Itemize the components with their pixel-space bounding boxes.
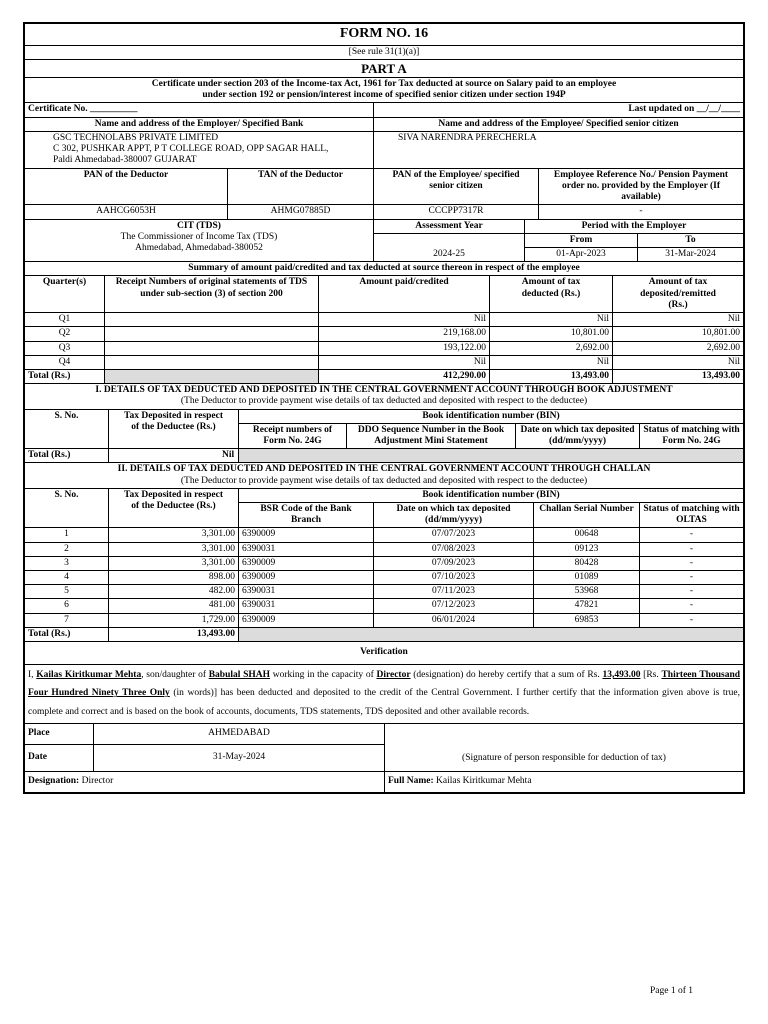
- challan-serial: 80428: [534, 556, 640, 570]
- amount-paid: Nil: [319, 313, 490, 327]
- challan-bsr: 6390009: [239, 556, 374, 570]
- tax-deposited-header: Tax Deposited in respect of the Deductee (Rs.): [109, 488, 239, 528]
- table-row: [25, 570, 744, 584]
- verification-fragment: (designation) do hereby certify that a sum of Rs.: [410, 669, 603, 680]
- table-row: [25, 585, 744, 599]
- tax-deposited: Nil: [613, 313, 744, 327]
- bin-subheader: Date on which tax deposited (dd/mm/yyyy): [374, 502, 534, 527]
- cit-block: [24, 219, 744, 263]
- form-16: [23, 22, 745, 794]
- period-from: 01-Apr-2023: [525, 248, 638, 262]
- challan-serial: 69853: [534, 613, 640, 627]
- challan-sno: 2: [25, 542, 109, 556]
- challan-date: 07/12/2023: [374, 599, 534, 613]
- cit-details: [25, 219, 374, 262]
- signature-area: [385, 723, 744, 771]
- amount-paid: 193,122.00: [319, 341, 490, 355]
- table-row: [25, 355, 744, 369]
- quarter: Q1: [25, 313, 105, 327]
- challan-date: 07/09/2023: [374, 556, 534, 570]
- verification-block: [24, 641, 744, 793]
- verification-fragment: (in words)] has been deducted and deposited to the credit of the Central Government. I further certify that the information given above is true, complete and correct and is based on the book of accounts, documents, TDS statements, TDS deposited and other available records.: [28, 688, 740, 717]
- quarter: Q4: [25, 355, 105, 369]
- verification-fragment: working in the capacity of: [270, 669, 377, 680]
- employee-ref: -: [539, 205, 744, 219]
- summary-header: Quarter(s): [25, 276, 105, 313]
- table-row: [25, 556, 744, 570]
- summary-header: Receipt Numbers of original statements of TDS under sub-section (3) of section 200: [105, 276, 319, 313]
- challan-sno: 7: [25, 613, 109, 627]
- challan-sno: 6: [25, 599, 109, 613]
- bin-subheader: Status of matching with Form No. 24G: [640, 423, 744, 448]
- full-name-value: Kailas Kiritkumar Mehta: [433, 775, 532, 786]
- challan-serial: 09123: [534, 542, 640, 556]
- receipt-number: [105, 313, 319, 327]
- summary-header: Amount of tax deducted (Rs.): [490, 276, 613, 313]
- bin-subheader: Receipt numbers of Form No. 24G: [239, 423, 347, 448]
- challan-bsr: 6390031: [239, 542, 374, 556]
- form-title: FORM NO. 16: [25, 24, 744, 46]
- pan-employee-label: PAN of the Employee/ specified senior citizen: [374, 168, 539, 205]
- verification-fragment: , son/daughter of: [141, 669, 209, 680]
- tax-deposited: Nil: [613, 355, 744, 369]
- place-value: AHMEDABAD: [94, 723, 385, 744]
- challan-bsr: 6390031: [239, 585, 374, 599]
- tan-deductor: AHMG07885D: [228, 205, 374, 219]
- table-row: [25, 599, 744, 613]
- challan-sno: 3: [25, 556, 109, 570]
- pan-deductor-label: PAN of the Deductor: [25, 168, 228, 205]
- challan-date: 06/01/2024: [374, 613, 534, 627]
- pan-employee: CCCPP7317R: [374, 205, 539, 219]
- verified-amount: 13,493.00: [602, 669, 641, 680]
- sno-header: S. No.: [25, 409, 109, 449]
- total-blank: [239, 627, 744, 641]
- quarter: Q2: [25, 327, 105, 341]
- book-subtitle: (The Deductor to provide payment wise details of tax deducted and deposited with respect to the deductee): [180, 396, 588, 407]
- challan-tax: 898.00: [109, 570, 239, 584]
- last-updated: Last updated on __/__/____: [374, 103, 744, 117]
- employer-header: Name and address of the Employer/ Specified Bank: [25, 117, 374, 131]
- designation-value: Director: [79, 775, 114, 786]
- total-label: Total (Rs.): [25, 627, 109, 641]
- summary-title: Summary of amount paid/credited and tax deducted at source thereon in respect of the employee: [25, 262, 744, 276]
- challan-table: [24, 462, 744, 642]
- part-title: PART A: [25, 59, 744, 77]
- bin-subheader: Date on which tax deposited (dd/mm/yyyy): [516, 423, 640, 448]
- total-paid: 412,290.00: [319, 369, 490, 383]
- challan-status: -: [640, 613, 744, 627]
- challan-status: -: [640, 585, 744, 599]
- total-row: [25, 369, 744, 383]
- challan-status: -: [640, 599, 744, 613]
- table-row: [25, 528, 744, 542]
- tax-deposited-header: Tax Deposited in respect of the Deductee (Rs.): [109, 409, 239, 449]
- employer-line: GSC TECHNOLABS PRIVATE LIMITED: [53, 132, 219, 143]
- assessment-year: 2024-25: [374, 233, 525, 261]
- challan-total: 13,493.00: [109, 627, 239, 641]
- cit-line: Ahmedabad, Ahmedabad-380052: [135, 243, 263, 254]
- tan-deductor-label: TAN of the Deductor: [228, 168, 374, 205]
- book-title: I. DETAILS OF TAX DEDUCTED AND DEPOSITED IN THE CENTRAL GOVERNMENT ACCOUNT THROUGH BOOK ADJUSTMENT: [95, 385, 673, 396]
- date-value: 31-May-2024: [94, 744, 385, 771]
- challan-sno: 1: [25, 528, 109, 542]
- page-number: Page 1 of 1: [650, 986, 694, 996]
- amount-paid: Nil: [319, 355, 490, 369]
- book-section-title: [25, 384, 744, 409]
- table-row: [25, 542, 744, 556]
- challan-serial: 47821: [534, 599, 640, 613]
- cit-line: The Commissioner of Income Tax (TDS): [120, 231, 278, 242]
- bin-header: Book identification number (BIN): [239, 488, 744, 502]
- table-row: [25, 327, 744, 341]
- bin-header: Book identification number (BIN): [239, 409, 744, 423]
- challan-status: -: [640, 542, 744, 556]
- full-name: [385, 771, 744, 792]
- tax-deducted: Nil: [490, 355, 613, 369]
- total-row: [25, 449, 744, 463]
- period-to: 31-Mar-2024: [638, 248, 744, 262]
- employer-line: Paldi Ahmedabad-380007 GUJARAT: [53, 155, 197, 166]
- header-block: [24, 23, 744, 103]
- verifier-capacity: Director: [376, 669, 411, 680]
- challan-date: 07/08/2023: [374, 542, 534, 556]
- challan-date: 07/07/2023: [374, 528, 534, 542]
- amount-paid: 219,168.00: [319, 327, 490, 341]
- sno-header: S. No.: [25, 488, 109, 528]
- verifier-name: Kailas Kiritkumar Mehta: [36, 669, 142, 680]
- employee-header: Name and address of the Employee/ Specified senior citizen: [374, 117, 744, 131]
- date-label: Date: [25, 744, 94, 771]
- verification-title: Verification: [25, 641, 744, 664]
- table-row: [25, 341, 744, 355]
- challan-sno: 4: [25, 570, 109, 584]
- period-from-label: From: [525, 233, 638, 247]
- signature-label: (Signature of person responsible for deduction of tax): [462, 753, 666, 764]
- total-label: Total (Rs.): [25, 449, 109, 463]
- assessment-year-label: Assessment Year: [374, 219, 525, 233]
- rule-reference: [See rule 31(1)(a)]: [25, 45, 744, 59]
- verified-amount-words: Thirteen Thousand Four Hundred Ninety Three Only: [28, 669, 741, 699]
- challan-serial: 00648: [534, 528, 640, 542]
- challan-tax: 481.00: [109, 599, 239, 613]
- table-row: [25, 613, 744, 627]
- employer-address: [25, 131, 374, 168]
- challan-sno: 5: [25, 585, 109, 599]
- total-deducted: 13,493.00: [490, 369, 613, 383]
- period-label: Period with the Employer: [525, 219, 744, 233]
- full-name-label: Full Name:: [388, 775, 434, 786]
- receipt-number: [105, 327, 319, 341]
- summary-header: Amount paid/credited: [319, 276, 490, 313]
- challan-tax: 3,301.00: [109, 542, 239, 556]
- bin-subheader: Status of matching with OLTAS: [640, 502, 744, 527]
- employer-employee-block: [24, 102, 744, 168]
- receipt-number: [105, 341, 319, 355]
- challan-tax: 1,729.00: [109, 613, 239, 627]
- challan-status: -: [640, 556, 744, 570]
- summary-header: Amount of tax deposited/remitted (Rs.): [613, 276, 744, 313]
- cit-label: CIT (TDS): [177, 220, 221, 231]
- challan-bsr: 6390009: [239, 570, 374, 584]
- tax-deposited: 10,801.00: [613, 327, 744, 341]
- total-blank: [105, 369, 319, 383]
- total-deposited: 13,493.00: [613, 369, 744, 383]
- summary-table: [24, 261, 744, 384]
- tax-deducted: Nil: [490, 313, 613, 327]
- tax-deducted: 10,801.00: [490, 327, 613, 341]
- tax-deposited: 2,692.00: [613, 341, 744, 355]
- pan-deductor: AAHCG6053H: [25, 205, 228, 219]
- verifier-father: Babulal SHAH: [208, 669, 271, 680]
- table-row: [25, 313, 744, 327]
- total-blank: [239, 449, 744, 463]
- challan-status: -: [640, 528, 744, 542]
- bin-subheader: Challan Serial Number: [534, 502, 640, 527]
- challan-date: 07/10/2023: [374, 570, 534, 584]
- challan-bsr: 6390009: [239, 528, 374, 542]
- designation-label: Designation:: [28, 775, 80, 786]
- verification-fragment: [Rs.: [640, 669, 662, 680]
- challan-status: -: [640, 570, 744, 584]
- challan-section-title: [25, 463, 744, 488]
- certificate-no: Certificate No. __________: [25, 103, 374, 117]
- challan-serial: 53968: [534, 585, 640, 599]
- challan-date: 07/11/2023: [374, 585, 534, 599]
- challan-serial: 01089: [534, 570, 640, 584]
- place-label: Place: [25, 723, 94, 744]
- employer-line: C 302, PUSHKAR APPT, P T COLLEGE ROAD, OPP SAGAR HALL,: [53, 144, 329, 155]
- challan-bsr: 6390009: [239, 613, 374, 627]
- challan-title: II. DETAILS OF TAX DEDUCTED AND DEPOSITED IN THE CENTRAL GOVERNMENT ACCOUNT THROUGH CHALLAN: [117, 464, 651, 475]
- period-to-label: To: [638, 233, 744, 247]
- total-row: [25, 627, 744, 641]
- bin-subheader: DDO Sequence Number in the Book Adjustment Mini Statement: [347, 423, 516, 448]
- verification-text: [25, 664, 744, 723]
- book-total: Nil: [109, 449, 239, 463]
- employee-name: SIVA NARENDRA PERECHERLA: [374, 131, 744, 168]
- certificate-text: Certificate under section 203 of the Income-tax Act, 1961 for Tax deducted at source on Salary paid to an employee under section 192 or pension/interest income of specified senior citizen under section 194P: [25, 78, 744, 103]
- tax-deducted: 2,692.00: [490, 341, 613, 355]
- challan-bsr: 6390031: [239, 599, 374, 613]
- receipt-number: [105, 355, 319, 369]
- challan-tax: 3,301.00: [109, 556, 239, 570]
- employee-ref-label: Employee Reference No./ Pension Payment order no. provided by the Employer (If available): [539, 168, 744, 205]
- verification-fragment: I,: [28, 669, 37, 680]
- designation: [25, 771, 385, 792]
- quarter: Q3: [25, 341, 105, 355]
- bin-subheader: BSR Code of the Bank Branch: [239, 502, 374, 527]
- total-label: Total (Rs.): [25, 369, 105, 383]
- challan-subtitle: (The Deductor to provide payment wise details of tax deducted and deposited with respect to the deductee): [180, 475, 588, 486]
- challan-tax: 3,301.00: [109, 528, 239, 542]
- book-adjustment-table: [24, 383, 744, 463]
- pan-tan-block: [24, 168, 744, 220]
- challan-tax: 482.00: [109, 585, 239, 599]
